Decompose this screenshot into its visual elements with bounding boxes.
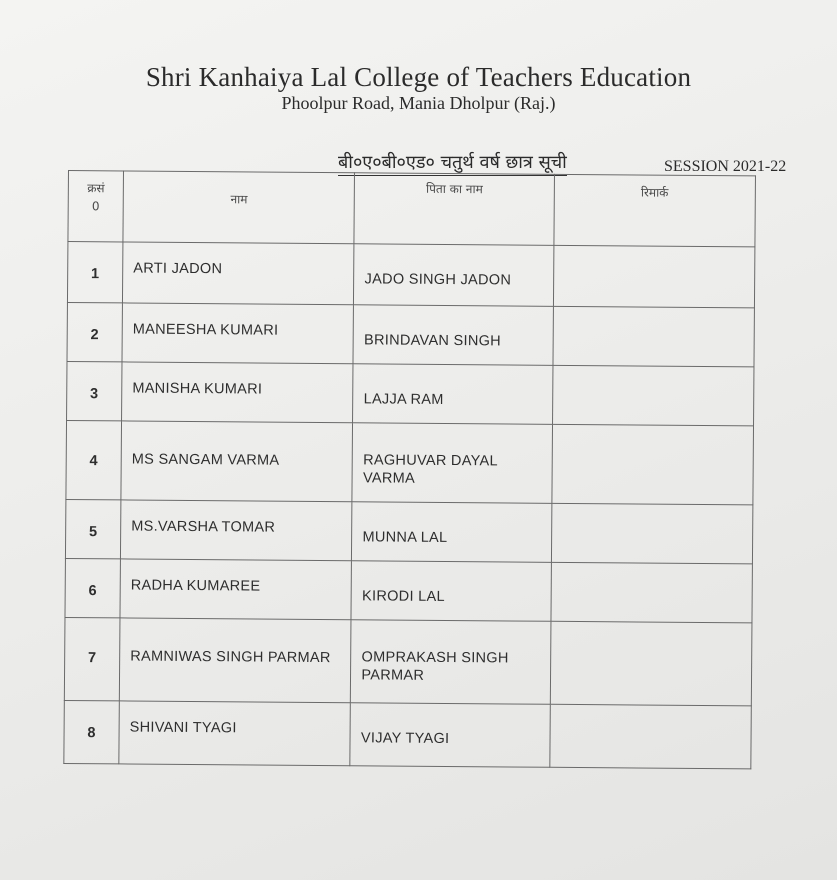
student-name: MS SANGAM VARMA bbox=[131, 451, 280, 469]
father-name: RAGHUVAR DAYAL VARMA bbox=[362, 452, 498, 487]
header-name: नाम bbox=[123, 171, 355, 244]
remark-cell bbox=[553, 245, 755, 308]
father-name: MUNNA LAL bbox=[362, 529, 448, 546]
table-header-row bbox=[68, 171, 756, 247]
serial-number-cell bbox=[67, 302, 123, 361]
father-name-cell bbox=[353, 364, 553, 425]
serial-number: 7 bbox=[87, 650, 97, 667]
student-name: RADHA KUMAREE bbox=[130, 577, 261, 595]
serial-number: 5 bbox=[88, 524, 98, 541]
father-name: BRINDAVAN SINGH bbox=[364, 332, 502, 350]
header-serial-label-suffix: 0 bbox=[91, 199, 100, 214]
remark-cell bbox=[551, 562, 753, 623]
serial-number-cell bbox=[64, 617, 120, 700]
serial-number-cell bbox=[65, 558, 121, 617]
student-name-cell bbox=[119, 618, 351, 703]
college-address: Phoolpur Road, Mania Dholpur (Raj.) bbox=[281, 93, 556, 113]
table-row bbox=[66, 420, 754, 504]
table-row bbox=[65, 499, 752, 563]
student-name-cell bbox=[121, 421, 353, 502]
student-name: MANEESHA KUMARI bbox=[132, 321, 279, 339]
remark-cell bbox=[552, 424, 754, 505]
father-name-cell bbox=[351, 561, 551, 622]
serial-number: 4 bbox=[89, 453, 98, 470]
header-serial-label: क्रसं bbox=[87, 181, 105, 196]
father-name: LAJJA RAM bbox=[363, 391, 444, 408]
header-remark: रिमार्क bbox=[554, 174, 756, 247]
serial-number-cell bbox=[64, 700, 120, 763]
father-name: KIRODI LAL bbox=[362, 588, 445, 605]
table-row bbox=[67, 302, 754, 366]
father-name-cell bbox=[353, 305, 553, 366]
father-name-cell bbox=[352, 423, 552, 504]
table-row bbox=[65, 558, 752, 622]
father-name-cell bbox=[352, 502, 552, 563]
remark-cell bbox=[550, 704, 752, 769]
student-name: MANISHA KUMARI bbox=[132, 380, 263, 398]
father-name: JADO SINGH JADON bbox=[364, 271, 512, 289]
header-serial-number bbox=[68, 171, 124, 242]
serial-number-cell bbox=[67, 361, 123, 420]
father-name: OMPRAKASH SINGH PARMAR bbox=[361, 649, 509, 684]
serial-number: 1 bbox=[90, 266, 100, 283]
remark-cell bbox=[552, 365, 754, 426]
student-name-cell bbox=[123, 242, 355, 305]
student-name: SHIVANI TYAGI bbox=[129, 719, 237, 737]
student-name-cell bbox=[122, 303, 354, 364]
student-name-cell bbox=[121, 500, 353, 561]
remark-cell bbox=[550, 621, 752, 706]
table-row bbox=[67, 361, 754, 425]
student-name-cell bbox=[119, 701, 351, 766]
serial-number: 8 bbox=[87, 725, 96, 742]
student-list-table bbox=[63, 170, 756, 769]
father-name: VIJAY TYAGI bbox=[360, 730, 450, 748]
serial-number: 2 bbox=[90, 327, 99, 344]
serial-number-cell bbox=[66, 420, 122, 499]
table-row bbox=[67, 242, 754, 308]
father-name-cell bbox=[354, 244, 554, 307]
remark-cell bbox=[551, 503, 753, 564]
serial-number-cell bbox=[65, 499, 121, 558]
student-name-cell bbox=[120, 559, 352, 620]
session-label: SESSION 2021-22 bbox=[664, 158, 787, 175]
serial-number-cell bbox=[67, 242, 123, 303]
student-name: RAMNIWAS SINGH PARMAR bbox=[130, 648, 331, 667]
header-father-name: पिता का नाम bbox=[354, 173, 554, 246]
table-row bbox=[64, 617, 752, 705]
father-name-cell bbox=[350, 703, 550, 768]
college-name: Shri Kanhaiya Lal College of Teachers Education bbox=[145, 62, 692, 92]
table-row bbox=[64, 700, 751, 768]
father-name-cell bbox=[351, 620, 551, 705]
serial-number: 6 bbox=[88, 583, 97, 600]
student-name-cell bbox=[122, 362, 354, 423]
student-name: ARTI JADON bbox=[133, 260, 223, 278]
remark-cell bbox=[553, 306, 755, 367]
student-name: MS.VARSHA TOMAR bbox=[131, 518, 276, 536]
serial-number: 3 bbox=[90, 386, 99, 403]
list-title: बी०ए०बी०एड० चतुर्थ वर्ष छात्र सूची bbox=[338, 150, 567, 176]
